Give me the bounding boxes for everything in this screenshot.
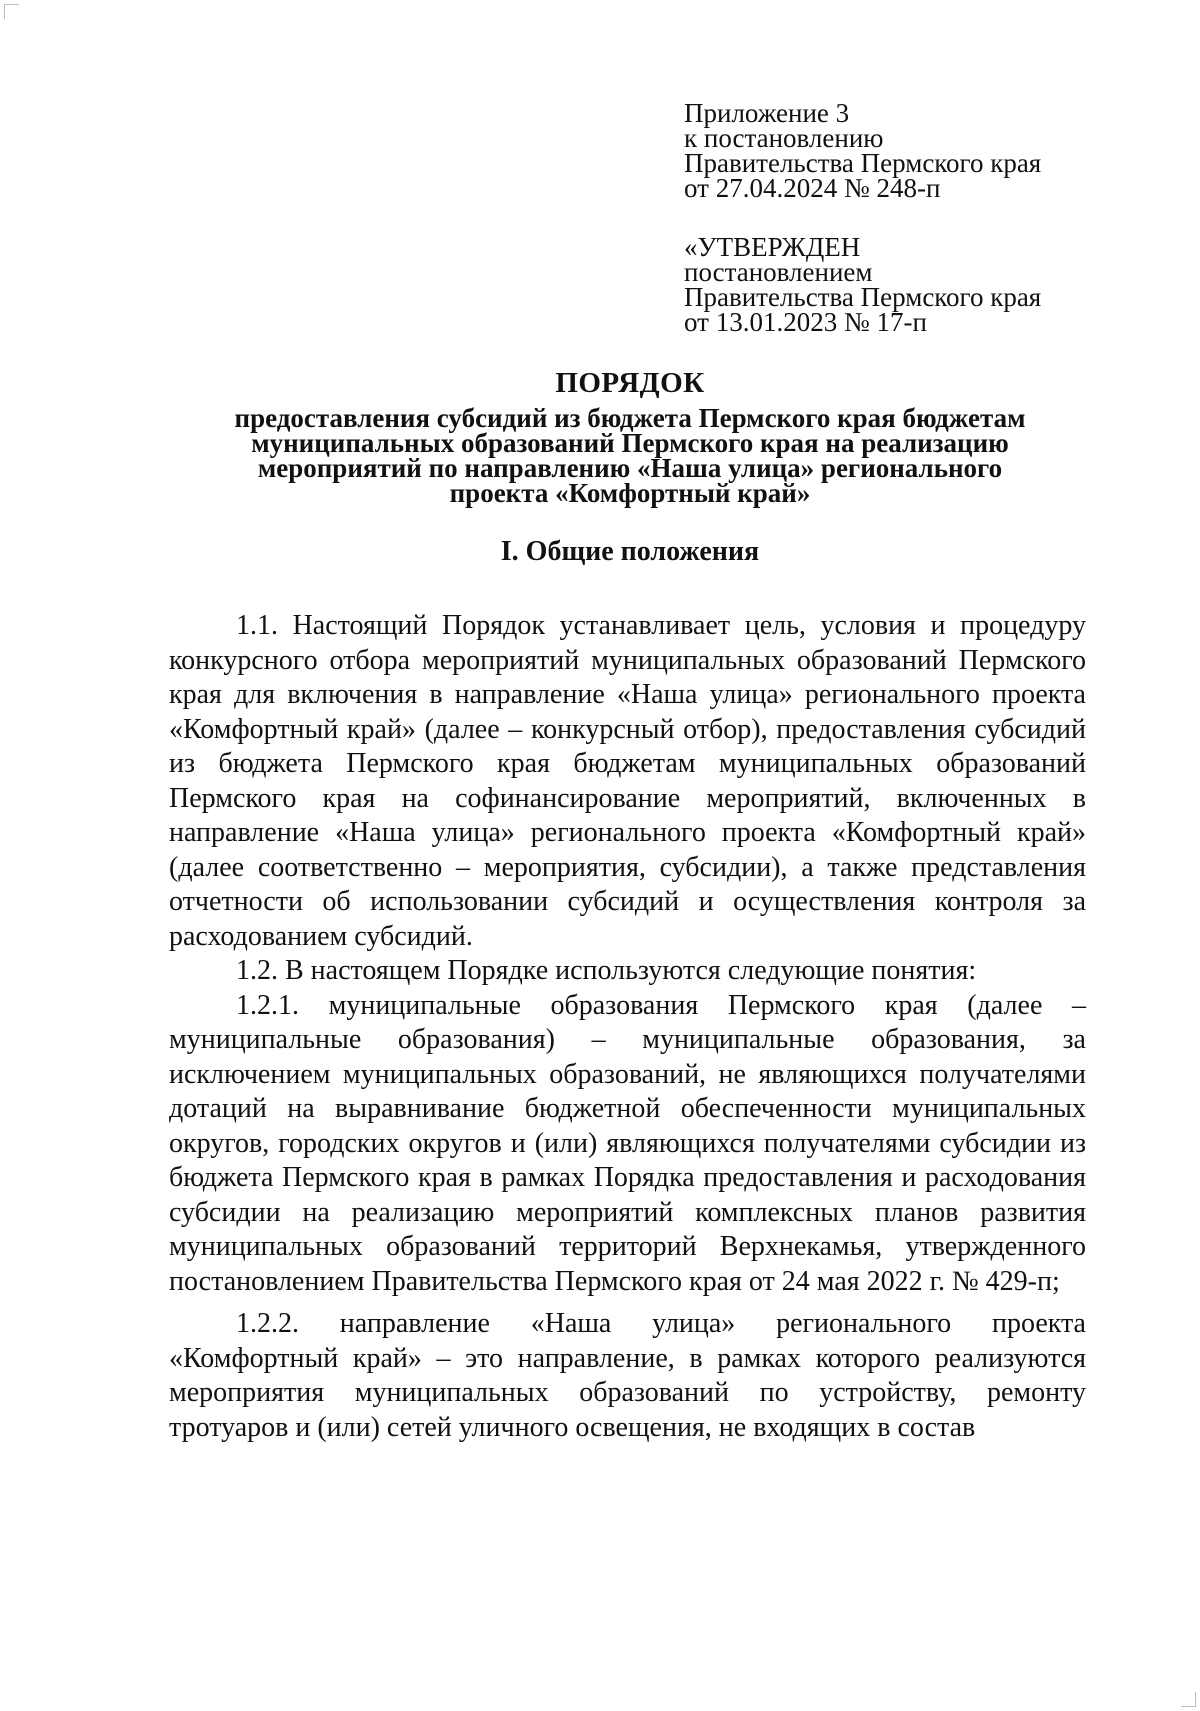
approval-line: постановлением: [684, 257, 873, 287]
approval-line: Правительства Пермского края: [684, 282, 1042, 312]
document-subtitle: [170, 403, 1090, 508]
appendix-line: от 27.04.2024 № 248-п: [684, 173, 941, 203]
document-body: [169, 609, 1086, 1445]
document-title: ПОРЯДОК: [555, 367, 705, 399]
scan-corner-mark: [1181, 1692, 1196, 1707]
approval-line: «УТВЕРЖДЕН: [684, 232, 861, 262]
paragraph-1-1: 1.1. Настоящий Порядок устанавливает цель, условия и процедуру конкурсного отбора мероприятий муниципальных образований Пермского края для включения в направление «Наша улица» регионального проекта «Комфортный край» (далее – конкурсный отбор), предоставления субсидий из бюджета Пермского края бюджетам муниципальных образований Пермского края на софинансирование мероприятий, включенных в направление «Наша улица» регионального проекта «Комфортный край» (далее соответственно – мероприятия, субсидии), а также представления отчетности об использовании субсидий и осуществления контроля за расходованием субсидий.: [169, 610, 1086, 952]
paragraph-1-2: 1.2. В настоящем Порядке используются следующие понятия:: [236, 955, 977, 986]
appendix-stamp: [684, 98, 1104, 203]
scan-corner-mark: [4, 4, 19, 19]
subtitle-line: муниципальных образований Пермского края на реализацию: [251, 428, 1009, 458]
appendix-line: Приложение 3: [684, 98, 850, 128]
appendix-line: к постановлению: [684, 123, 884, 153]
approval-stamp: [684, 232, 1104, 337]
subtitle-line: проекта «Комфортный край»: [449, 478, 811, 508]
subtitle-line: мероприятий по направлению «Наша улица» регионального: [257, 453, 1003, 483]
approval-line: от 13.01.2023 № 17-п: [684, 307, 927, 337]
paragraph-1-2-1: 1.2.1. муниципальные образования Пермского края (далее – муниципальные образования) – муниципальные образования, за исключением муниципальных образований, не являющихся получателями дотаций на выравнивание бюджетной обеспеченности муниципальных округов, городских округов и (или) являющихся получателями субсидии из бюджета Пермского края в рамках Порядка предоставления и расходования субсидии на реализацию мероприятий комплексных планов развития муниципальных образований территорий Верхнекамья, утвержденного постановлением Правительства Пермского края от 24 мая 2022 г. № 429-п;: [169, 989, 1086, 1297]
paragraph-1-2-2: 1.2.2. направление «Наша улица» регионального проекта «Комфортный край» – это направление, в рамках которого реализуются мероприятия муниципальных образований по устройству, ремонту тротуаров и (или) сетей уличного освещения, не входящих в состав: [169, 1308, 1086, 1443]
section-heading: I. Общие положения: [500, 536, 760, 567]
subtitle-line: предоставления субсидий из бюджета Пермского края бюджетам: [234, 403, 1026, 433]
appendix-line: Правительства Пермского края: [684, 148, 1042, 178]
